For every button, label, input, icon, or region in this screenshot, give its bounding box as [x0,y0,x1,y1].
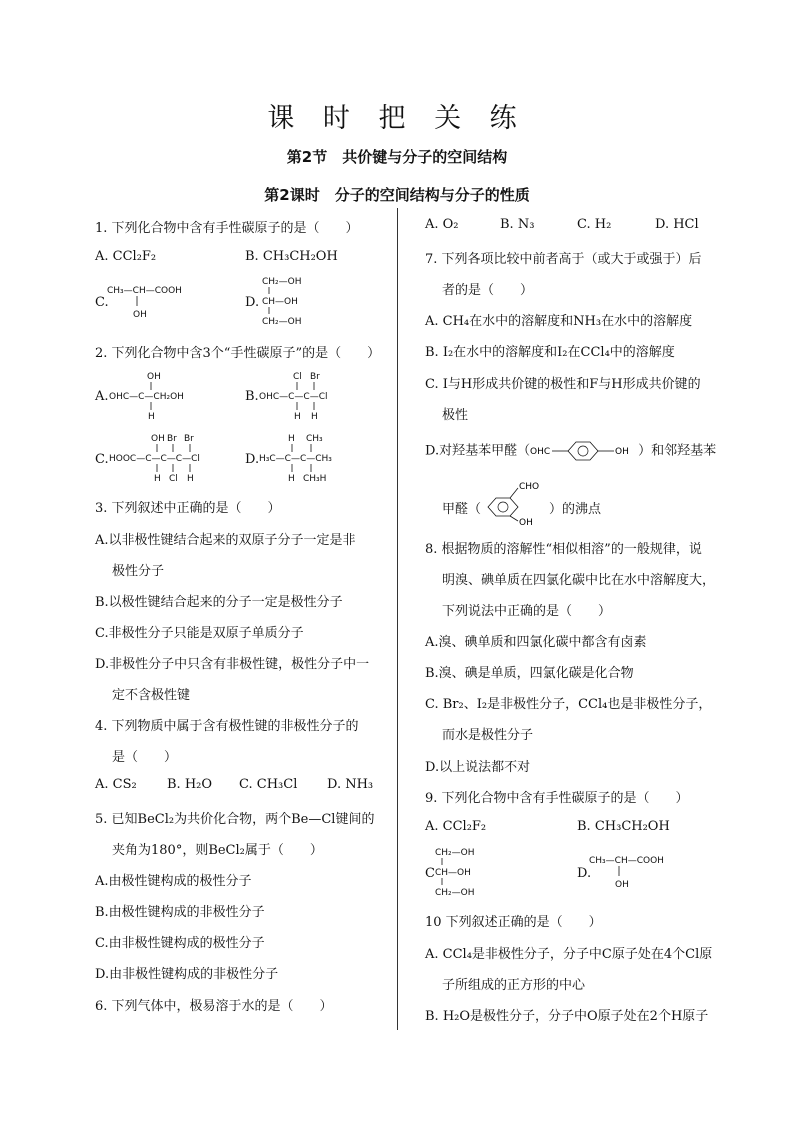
q2-a-top: OH [147,372,161,382]
q4-option-a: A. CS₂ [95,777,137,792]
q4-stem-line1: 4. 下列物质中属于含有极性键的非极性分子的 [95,719,359,734]
q1-option-d-label: D. [245,295,260,310]
q6-option-a: A. O₂ [425,217,459,232]
q7-ring2-top: CHO [519,482,540,492]
q3-option-c: C.非极性分子只能是双原子单质分子 [95,626,304,641]
q4-options [95,777,399,792]
q2-d-main: H₃C—C—C—CH₃ [259,454,332,464]
section-heading: 第2节 共价键与分子的空间结构 [286,148,508,166]
q2-b-bot2: H [311,412,318,422]
q6-option-b: B. N₃ [500,217,535,232]
q4-option-d: D. NH₃ [327,777,374,792]
q7-para-structure [530,439,638,463]
q4-option-b: B. H₂O [167,777,213,792]
q9-c-mid: CH—OH [435,868,471,878]
q2-b-top2: Br [310,372,320,382]
q7-ring1-circle [578,446,588,456]
q5-option-b: B.由极性键构成的非极性分子 [95,905,265,920]
q10-stem: 10 下列叙述正确的是（ ） [425,915,602,930]
q3-option-a-line2: 极性分子 [112,564,165,579]
q5-option-d: D.由非极性键构成的非极性分子 [95,967,279,982]
q2-d-structure [257,431,367,487]
q2-c-bot3: H [187,474,194,484]
q5-stem-line1: 5. 已知BeCl₂为共价化合物，两个Be—Cl键间的 [95,812,375,827]
q8-stem-line2: 明溴、碘单质在四氯化碳中比在水中溶解度大， [442,573,716,588]
q1-d-bottom: CH₂—OH [262,317,302,327]
q7-ring1-benzene [568,442,598,460]
q1-c-structure [107,281,217,321]
q7-stem-line1: 7. 下列各项比较中前者高于（或大于或强于）后 [425,252,702,267]
q7-d-text2: ）和邻羟基苯 [638,443,717,459]
q1-d-mid: CH—OH [262,297,298,307]
q8-option-c-line2: 而水是极性分子 [442,728,534,743]
q1-option-a: A. CCl₂F₂ [95,249,157,264]
q7-ring2-benzene [488,498,518,516]
q8-option-a: A.溴、碘单质和四氯化碳中都含有卤素 [425,635,647,650]
q7-stem-line2: 者的是（ ） [442,283,534,298]
column-divider [397,208,398,1030]
q9-option-a: A. CCl₂F₂ [425,819,487,834]
q2-c-top3: Br [184,434,194,444]
q8-option-b: B.溴、碘是单质，四氯化碳是化合物 [425,666,634,681]
q7-ring2-circle [498,502,508,512]
q1-c-top: CH₃—CH—COOH [107,286,182,296]
q3-stem: 3. 下列叙述中正确的是（ ） [95,501,281,516]
q2-a-bottom: H [148,412,155,422]
q8-option-c-line1: C. Br₂、I₂是非极性分子，CCl₄也是非极性分子， [425,697,712,712]
q2-d-top2: CH₃ [306,434,323,444]
q3-option-d-line1: D.非极性分子中只含有非极性键，极性分子中一 [95,657,370,672]
q9-c-top: CH₂—OH [435,848,475,858]
q8-option-d: D.以上说法都不对 [425,760,531,775]
q9-option-b: B. CH₃CH₂OH [577,819,670,834]
q7-option-c-line2: 极性 [442,408,469,423]
q1-d-top: CH₂—OH [262,277,302,287]
q2-c-bot2: Cl [169,474,178,484]
q2-b-bot1: H [294,412,301,422]
q9-option-c-label: C [425,866,435,881]
q2-a-structure [107,369,217,425]
q2-c-main: HOOC—C—C—C—Cl [109,454,200,464]
q2-option-d-label: D. [245,452,260,467]
q9-d-structure [589,851,699,893]
q8-stem-line3: 下列说法中正确的是（ ） [442,604,612,619]
q10-option-b-line1: B. H₂O是极性分子，分子中O原子处在2个H原子 [425,1009,709,1024]
q2-c-top2: Br [167,434,177,444]
q3-option-b: B.以极性键结合起来的分子一定是极性分子 [95,595,343,610]
q2-b-main: OHC—C—C—Cl [259,392,328,402]
q5-stem-line2: 夹角为180°，则BeCl₂属于（ ） [112,843,323,858]
q2-d-bot1: H [288,474,295,484]
q7-ring2-bottom: OH [519,518,533,526]
q9-d-bottom: OH [615,880,629,890]
q2-stem: 2. 下列化合物中含3个“手性碳原子”的是（ ） [95,346,381,361]
q9-stem: 9. 下列化合物中含有手性碳原子的是（ ） [425,791,689,806]
q7-d-text1: D.对羟基苯甲醛（ [425,443,531,459]
q2-d-top1: H [288,434,295,444]
q2-b-structure [257,369,367,425]
q1-d-structure [260,273,350,331]
q2-a-main: OHC—C—CH₂OH [109,392,184,402]
q9-option-d-label: D. [577,866,592,881]
q2-option-c-label: C. [95,452,109,467]
q6-options [425,217,727,232]
q5-option-c: C.由非极性键构成的极性分子 [95,936,265,951]
q2-c-bot1: H [154,474,161,484]
q7-ring1-left: OHC [530,447,551,457]
q7-ring2-bond-bottom [510,516,518,521]
q5-option-a: A.由极性键构成的极性分子 [95,874,252,889]
q10-option-a-line1: A. CCl₄是非极性分子，分子中C原子处在4个Cl原 [425,947,713,962]
q9-c-structure [433,844,513,902]
q8-stem-line1: 8. 根据物质的溶解性“相似相溶”的一般规律，说 [425,542,702,557]
q7-option-a: A. CH₄在水中的溶解度和NH₃在水中的溶解度 [425,314,693,329]
q7-ring1-right: OH [615,447,629,457]
q6-stem: 6. 下列气体中，极易溶于水的是（ ） [95,999,333,1014]
q4-stem-line2: 是（ ） [112,750,178,765]
q2-b-top1: Cl [293,372,302,382]
q2-c-structure [107,431,237,487]
q7-ring2-bond-top [510,488,518,498]
q3-option-d-line2: 定不含极性键 [112,688,191,703]
q6-option-d: D. HCl [655,217,699,232]
q1-option-b: B. CH₃CH₂OH [245,249,338,264]
q10-option-a-line2: 子所组成的正方形的中心 [442,978,586,993]
q7-option-c-line1: C. I与H形成共价键的极性和F与H形成共价键的 [425,377,701,392]
q7-option-d-line1 [425,439,716,463]
q1-option-c-label: C. [95,295,109,310]
q6-option-c: C. H₂ [577,217,612,232]
q3-option-a-line1: A.以非极性键结合起来的双原子分子一定是非 [95,533,356,548]
q1-stem: 1. 下列化合物中含有手性碳原子的是（ ） [95,221,359,236]
q2-d-bot2: CH₃H [303,474,327,484]
q2-option-a-label: A. [95,389,109,404]
q7-option-b: B. I₂在水中的溶解度和I₂在CCl₄中的溶解度 [425,345,675,360]
q7-d-text3: 甲醛（ [442,502,482,517]
q9-d-top: CH₃—CH—COOH [589,856,664,866]
q7-d-text4: ）的沸点 [549,502,602,517]
q9-c-bottom: CH₂—OH [435,888,475,898]
q2-option-b-label: B. [245,389,259,404]
q4-option-c: C. CH₃Cl [239,777,298,792]
q2-c-top1: OH [151,434,165,444]
page-title: 课 时 把 关 练 [267,103,527,134]
lesson-heading: 第2课时 分子的空间结构与分子的性质 [264,186,530,204]
q1-c-bottom: OH [133,310,147,320]
